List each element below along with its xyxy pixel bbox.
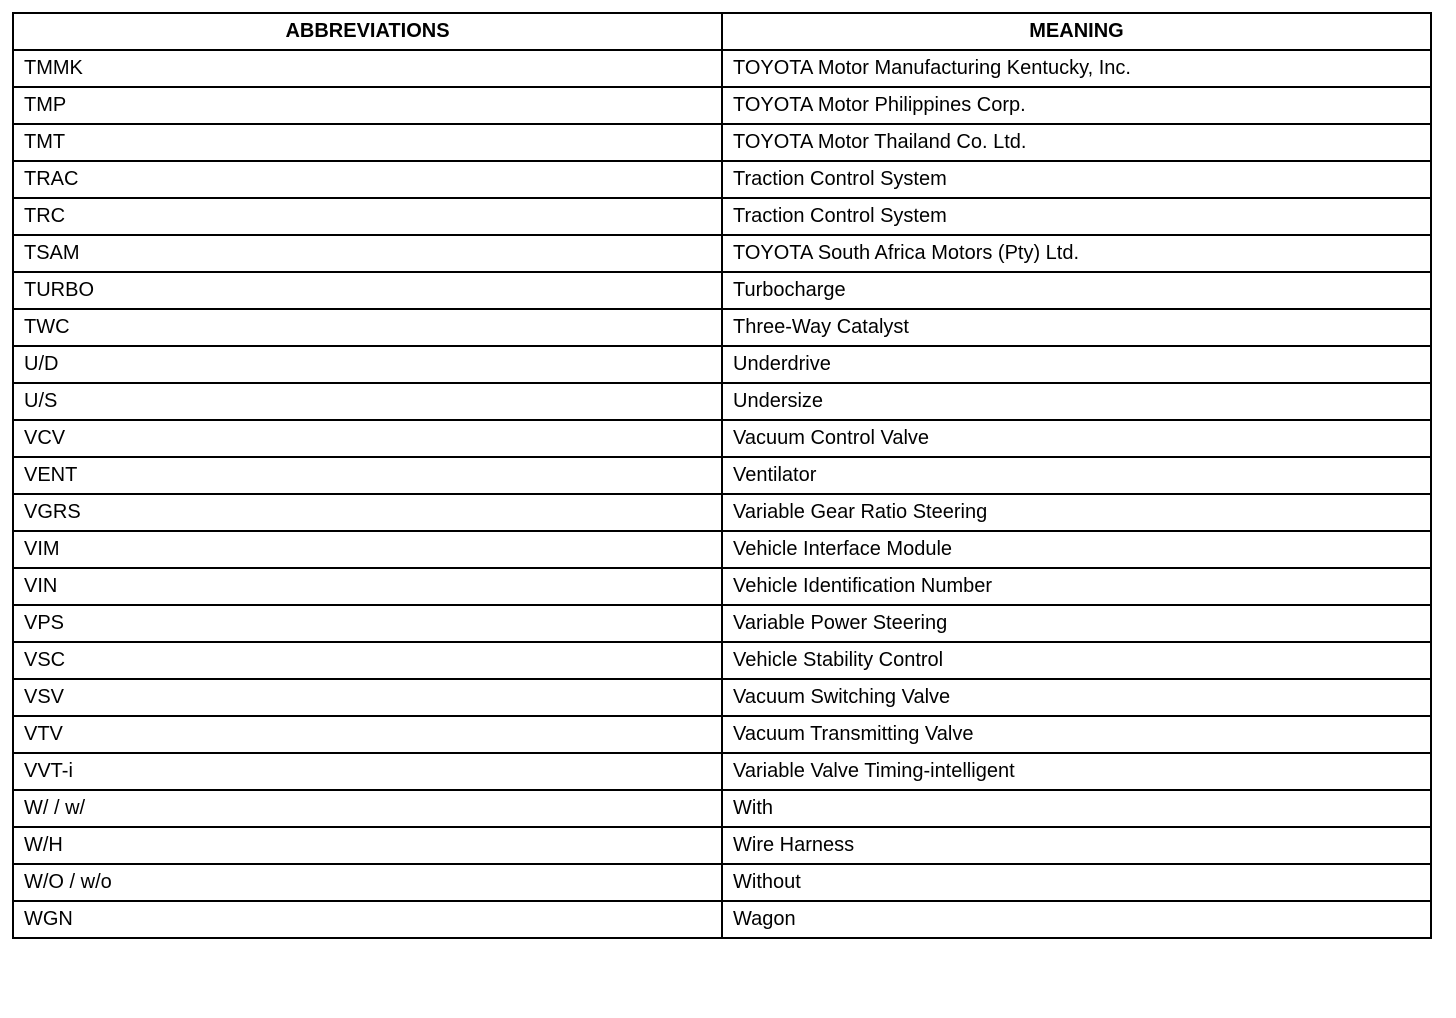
table-row bbox=[13, 568, 1431, 605]
abbreviation-cell: VENT bbox=[13, 457, 722, 494]
table-row bbox=[13, 642, 1431, 679]
meaning-cell: Vacuum Switching Valve bbox=[722, 679, 1431, 716]
abbreviation-cell: WGN bbox=[13, 901, 722, 938]
table-row bbox=[13, 87, 1431, 124]
table-row bbox=[13, 235, 1431, 272]
meaning-cell: Undersize bbox=[722, 383, 1431, 420]
meaning-cell: TOYOTA Motor Manufacturing Kentucky, Inc. bbox=[722, 50, 1431, 87]
meaning-cell: Turbocharge bbox=[722, 272, 1431, 309]
abbreviation-cell: TRC bbox=[13, 198, 722, 235]
table-body bbox=[13, 50, 1431, 938]
abbreviation-cell: W/H bbox=[13, 827, 722, 864]
meaning-cell: Variable Valve Timing-intelligent bbox=[722, 753, 1431, 790]
abbreviation-cell: VIN bbox=[13, 568, 722, 605]
meaning-cell: Vehicle Identification Number bbox=[722, 568, 1431, 605]
meaning-cell: Ventilator bbox=[722, 457, 1431, 494]
abbreviation-cell: TMMK bbox=[13, 50, 722, 87]
table-row bbox=[13, 494, 1431, 531]
abbreviation-cell: VGRS bbox=[13, 494, 722, 531]
meaning-column-header: MEANING bbox=[722, 13, 1431, 50]
table-row bbox=[13, 420, 1431, 457]
meaning-cell: With bbox=[722, 790, 1431, 827]
abbreviation-cell: TURBO bbox=[13, 272, 722, 309]
table-row bbox=[13, 124, 1431, 161]
table-row bbox=[13, 309, 1431, 346]
meaning-cell: Wagon bbox=[722, 901, 1431, 938]
meaning-cell: Vehicle Interface Module bbox=[722, 531, 1431, 568]
table-header-row bbox=[13, 13, 1431, 50]
abbreviation-cell: U/D bbox=[13, 346, 722, 383]
abbreviation-cell: VSV bbox=[13, 679, 722, 716]
abbreviation-cell: TRAC bbox=[13, 161, 722, 198]
meaning-cell: Underdrive bbox=[722, 346, 1431, 383]
table-row bbox=[13, 50, 1431, 87]
table-row bbox=[13, 753, 1431, 790]
meaning-cell: Without bbox=[722, 864, 1431, 901]
meaning-cell: Traction Control System bbox=[722, 198, 1431, 235]
abbreviation-cell: VPS bbox=[13, 605, 722, 642]
abbreviation-cell: TMP bbox=[13, 87, 722, 124]
abbreviation-cell: TWC bbox=[13, 309, 722, 346]
table-row bbox=[13, 827, 1431, 864]
meaning-cell: Vacuum Control Valve bbox=[722, 420, 1431, 457]
abbreviation-cell: VVT-i bbox=[13, 753, 722, 790]
meaning-cell: TOYOTA Motor Philippines Corp. bbox=[722, 87, 1431, 124]
abbreviation-cell: W/ / w/ bbox=[13, 790, 722, 827]
table-row bbox=[13, 198, 1431, 235]
abbreviation-cell: TSAM bbox=[13, 235, 722, 272]
meaning-cell: TOYOTA Motor Thailand Co. Ltd. bbox=[722, 124, 1431, 161]
abbreviations-table bbox=[12, 12, 1432, 939]
table-row bbox=[13, 605, 1431, 642]
abbreviation-cell: VTV bbox=[13, 716, 722, 753]
table-row bbox=[13, 346, 1431, 383]
table-row bbox=[13, 457, 1431, 494]
table-row bbox=[13, 679, 1431, 716]
meaning-cell: Variable Gear Ratio Steering bbox=[722, 494, 1431, 531]
table-row bbox=[13, 901, 1431, 938]
meaning-cell: TOYOTA South Africa Motors (Pty) Ltd. bbox=[722, 235, 1431, 272]
meaning-cell: Variable Power Steering bbox=[722, 605, 1431, 642]
abbreviation-cell: VCV bbox=[13, 420, 722, 457]
table-row bbox=[13, 790, 1431, 827]
meaning-cell: Vacuum Transmitting Valve bbox=[722, 716, 1431, 753]
abbreviation-cell: VIM bbox=[13, 531, 722, 568]
table-row bbox=[13, 383, 1431, 420]
abbreviation-cell: VSC bbox=[13, 642, 722, 679]
abbreviation-cell: W/O / w/o bbox=[13, 864, 722, 901]
table-row bbox=[13, 531, 1431, 568]
abbreviations-column-header: ABBREVIATIONS bbox=[13, 13, 722, 50]
table-row bbox=[13, 716, 1431, 753]
abbreviation-cell: TMT bbox=[13, 124, 722, 161]
table-row bbox=[13, 864, 1431, 901]
meaning-cell: Traction Control System bbox=[722, 161, 1431, 198]
table-row bbox=[13, 161, 1431, 198]
meaning-cell: Vehicle Stability Control bbox=[722, 642, 1431, 679]
meaning-cell: Wire Harness bbox=[722, 827, 1431, 864]
meaning-cell: Three-Way Catalyst bbox=[722, 309, 1431, 346]
table-row bbox=[13, 272, 1431, 309]
abbreviation-cell: U/S bbox=[13, 383, 722, 420]
